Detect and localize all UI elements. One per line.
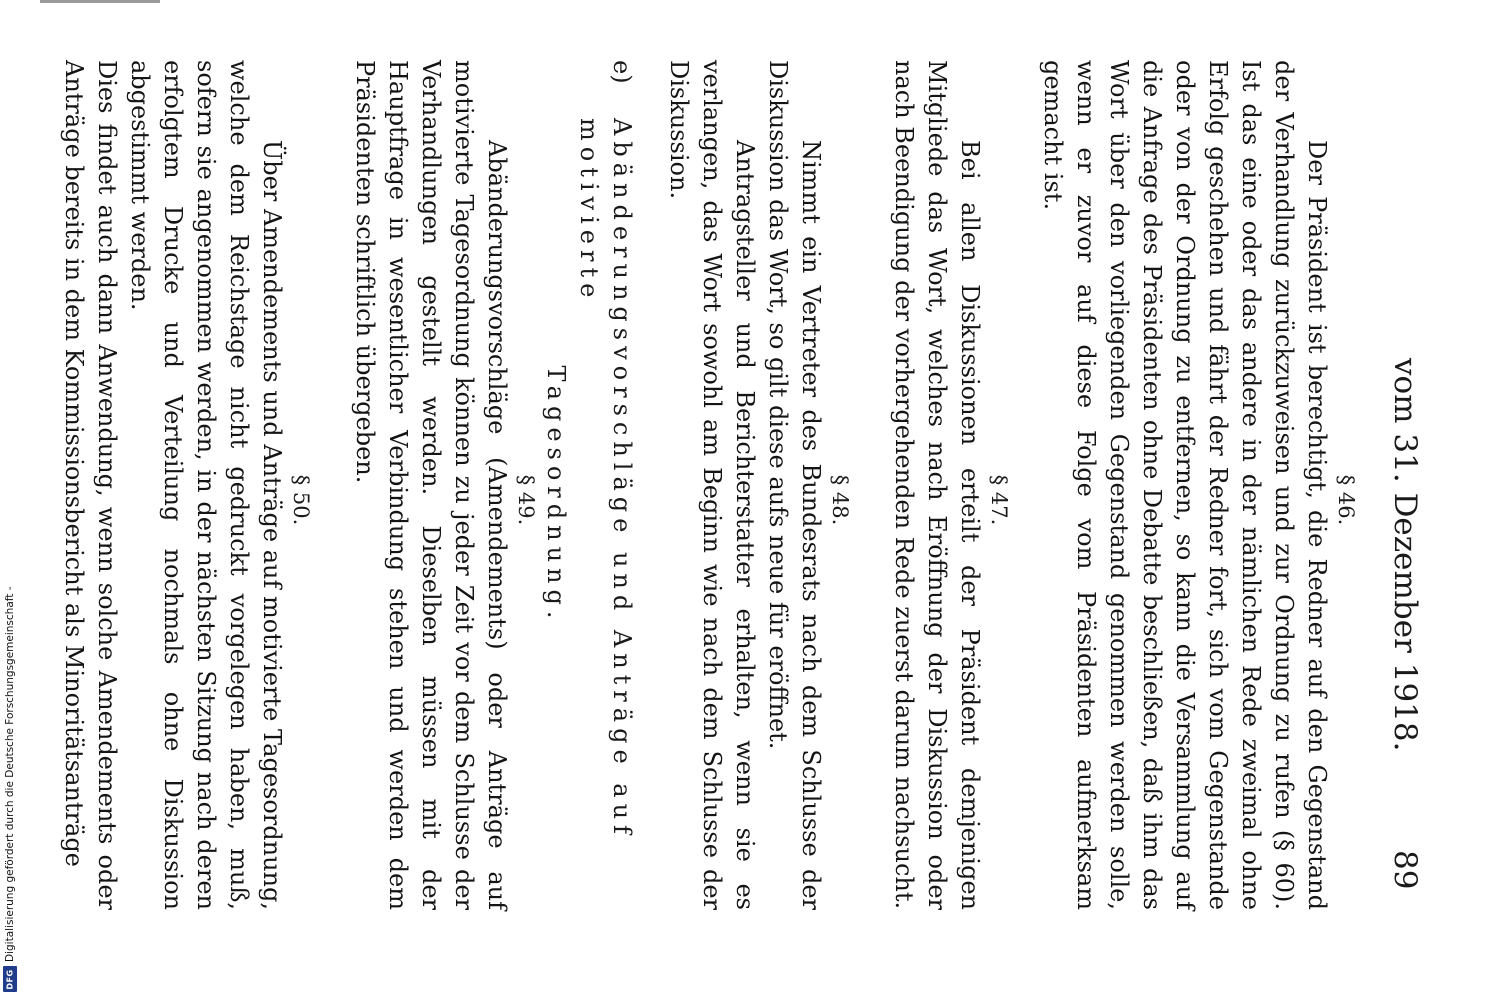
page-title: vom 31. Dezember 1918.	[1387, 358, 1423, 752]
subheading-line-1: Abänderungsvorschläge und Anträge auf motivierte	[575, 118, 636, 840]
dfg-logo-label: DFG	[5, 968, 15, 990]
section-48-text-2: Antragsteller und Berichterstatter erhalten, wenn sie es verlangen, das Wort sowohl am Beginn wie nach dem Schlusse der Diskussion.	[665, 60, 759, 910]
subheading-marker: e)	[608, 60, 636, 84]
section-49-mark: § 49.	[514, 474, 538, 526]
section-49-text: Abänderungsvorschläge (Amendements) oder Anträge auf motivierte Tagesordnung können zu jeder Zeit vor dem Schlusse der Verhandlungen gestellt werden. Dieselben müssen mit der Hauptfrage in wesentlicher Verbindung stehen und werden dem Präsidenten schriftlich übergeben.	[351, 60, 511, 910]
page-header	[1377, 60, 1433, 910]
section-46-mark: § 46.	[1334, 474, 1358, 526]
subheading-amendments	[539, 60, 638, 910]
page-number: 89	[1387, 850, 1423, 890]
funding-note-text: Digitalisierung gefördert durch die Deutsche Forschungsgemeinschaft -	[4, 586, 16, 962]
scan-edge-line	[40, 0, 160, 3]
section-48-mark: § 48.	[828, 474, 852, 526]
document-body	[57, 60, 1359, 910]
section-47-text: Bei allen Diskussionen erteilt der Präsident demjenigen Mitgliede das Wort, welches nach Eröffnung der Diskussion oder nach Beendigung der vorhergehenden Rede zuerst darum nachsucht.	[890, 60, 984, 910]
rotated-document-page	[60, 60, 1433, 910]
subheading-line-2: Tagesordnung.	[542, 365, 570, 625]
dfg-logo-badge	[3, 966, 17, 992]
funding-note	[0, 0, 22, 1000]
section-50-text-2: Dies findet auch dann Anwendung, wenn solche Amendements oder Anträge bereits in dem Kommissionsbericht als Minoritätsanträge	[60, 60, 121, 910]
section-47-mark: § 47.	[987, 474, 1011, 526]
section-50-text-1: Über Amendements und Anträge auf motivierte Tagesordnung, welche dem Reichstage nicht gedruckt vorgelegen haben, muß, sofern sie angenommen werden, in der nächsten Sitzung nach deren erfolgtem Drucke und Verteilung nochmals ohne Diskussion abgestimmt werden.	[126, 60, 286, 910]
section-48-text-1: Nimmt ein Vertreter des Bundesrats nach dem Schlusse der Diskussion das Wort, so gilt diese aufs neue für eröffnet.	[764, 60, 825, 910]
section-46-text: Der Präsident ist berechtigt, die Redner auf den Gegenstand der Verhandlung zurückzuweisen und zur Ordnung zu rufen (§ 60). Ist das eine oder das andere in der nämlichen Rede zweimal ohne Erfolg geschehen und fährt der Redner fort, sich vom Gegenstande oder von der Ordnung zu entfernen, so kann die Versammlung auf die Anfrage des Präsidenten ohne Debatte beschließen, daß ihm das Wort über den vorliegenden Gegenstand genommen werden solle, wenn er zuvor auf diese Folge vom Präsidenten aufmerksam gemacht ist.	[1039, 60, 1331, 910]
section-50-mark: § 50.	[289, 474, 313, 526]
